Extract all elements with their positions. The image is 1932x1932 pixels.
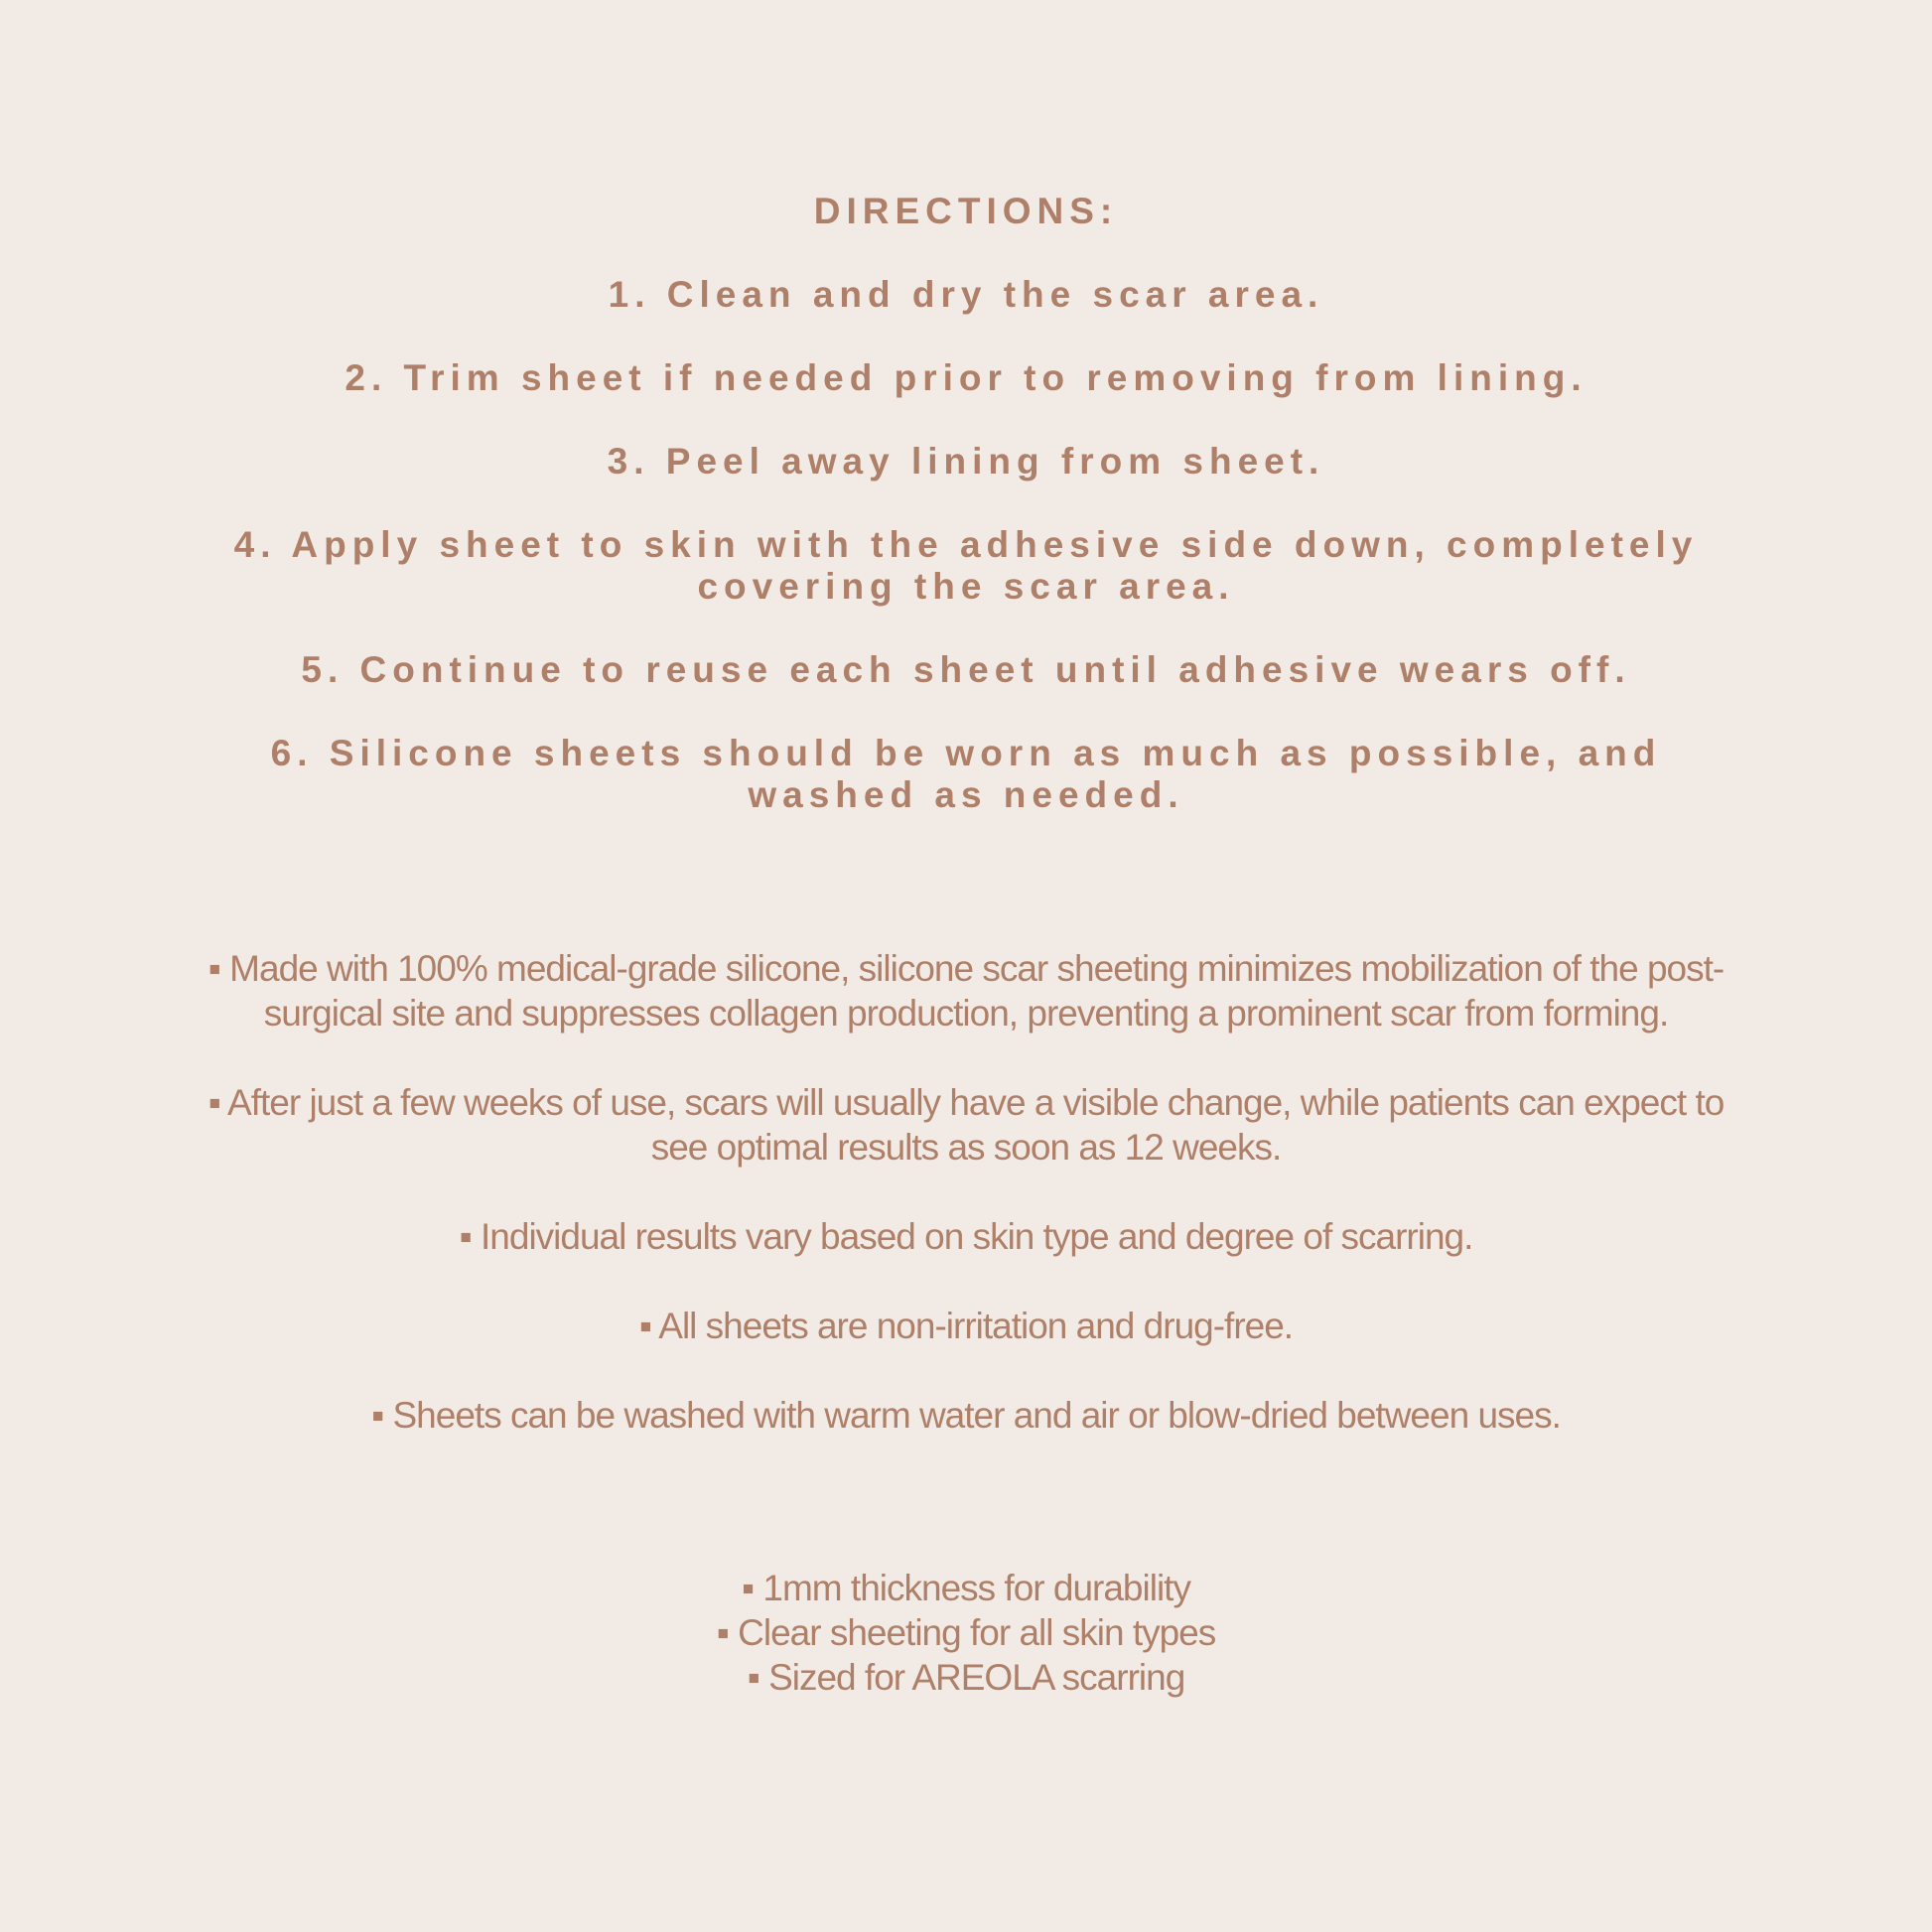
feature-clear: ▪ Clear sheeting for all skin types [716, 1612, 1216, 1653]
direction-step-4: 4. Apply sheet to skin with the adhesive side down, completely covering the scar area. [233, 524, 1699, 607]
note-silicone: ▪ Made with 100% medical-grade silicone, silicone scar sheeting minimizes mobilization of the post-surgical site and suppresses collagen production, preventing a prominent scar from forming. [207, 948, 1725, 1034]
note-individual-results: ▪ Individual results vary based on skin type and degree of scarring. [459, 1216, 1473, 1257]
note-non-irritation: ▪ All sheets are non-irritation and drug-free. [638, 1306, 1294, 1346]
note-washing: ▪ Sheets can be washed with warm water and air or blow-dried between uses. [371, 1395, 1561, 1436]
direction-step-2: 2. Trim sheet if needed prior to removing from lining. [345, 357, 1587, 398]
direction-step-3: 3. Peel away lining from sheet. [607, 441, 1325, 482]
directions-heading: DIRECTIONS: [813, 191, 1119, 231]
feature-thickness: ▪ 1mm thickness for durability [742, 1568, 1190, 1608]
direction-step-1: 1. Clean and dry the scar area. [608, 274, 1324, 315]
direction-step-6: 6. Silicone sheets should be worn as much as possible, and washed as needed. [270, 733, 1662, 815]
direction-step-5: 5. Continue to reuse each sheet until adhesive wears off. [301, 649, 1631, 690]
directions-section [0, 191, 1932, 858]
note-results-timing: ▪ After just a few weeks of use, scars will usually have a visible change, while patients can expect to see optimal results as soon as 12 weeks. [207, 1082, 1725, 1168]
features-section [0, 1566, 1932, 1700]
feature-sized: ▪ Sized for AREOLA scarring [747, 1657, 1185, 1698]
notes-section [0, 946, 1932, 1482]
